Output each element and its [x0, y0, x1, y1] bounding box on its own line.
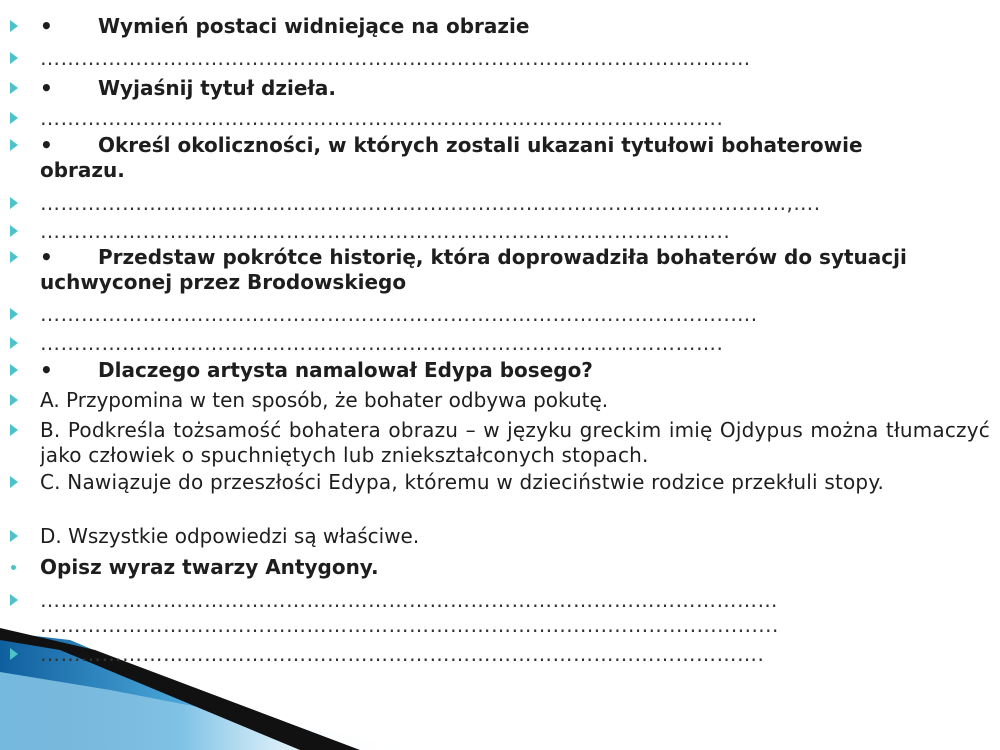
bullet-arrow-icon [10, 648, 18, 660]
question-text [40, 358, 990, 383]
question-text [40, 133, 990, 158]
question-text-continued: obrazu. [40, 158, 125, 182]
bullet-dot-icon [11, 565, 16, 570]
question-label: Przedstaw pokrótce historię, która doprowadziła bohaterów do sytuacji [98, 245, 907, 269]
bullet-arrow-icon [10, 308, 18, 320]
bullet-arrow-icon [10, 251, 18, 263]
bullet-arrow-icon [10, 82, 18, 94]
bullet-arrow-icon [10, 424, 18, 436]
bullet-arrow-icon [10, 139, 18, 151]
bullet-arrow-icon [10, 594, 18, 606]
question-text [40, 76, 990, 101]
bullet-arrow-icon [10, 112, 18, 124]
bullet-arrow-icon [10, 476, 18, 488]
question-text [40, 245, 990, 270]
answer-option-c[interactable]: C. Nawiązuje do przeszłości Edypa, któremu w dzieciństwie rodzice przekłuli stopy. [40, 470, 885, 494]
list-dot-marker: • [40, 14, 53, 38]
bullet-arrow-icon [10, 20, 18, 32]
bullet-arrow-icon [10, 530, 18, 542]
task-heading: Opisz wyraz twarzy Antygony. [40, 555, 379, 579]
list-dot-marker: • [40, 76, 53, 100]
answer-line[interactable]: ……………………………………………………………………………………………… [40, 588, 778, 612]
bullet-arrow-icon [10, 52, 18, 64]
question-label: Wymień postaci widniejące na obrazie [98, 14, 530, 38]
question-label: Określ okoliczności, w których zostali ukazani tytułowi bohaterowie [98, 133, 863, 157]
answer-line[interactable]: ………………………………………………………………………………………. [40, 106, 724, 130]
answer-option-d[interactable]: D. Wszystkie odpowiedzi są właściwe. [40, 524, 420, 548]
bullet-arrow-icon [10, 364, 18, 376]
answer-option-b[interactable]: B. Podkreśla tożsamość bohatera obrazu – w języku greckim imię Ojdypus można tłumaczyć jako człowiek o spuchniętych lub zniekształconych stopach. [40, 418, 990, 467]
answer-line[interactable]: ……………………………………………………………………………………………. [40, 642, 765, 666]
bullet-arrow-icon [10, 225, 18, 237]
question-text-continued: uchwyconej przez Brodowskiego [40, 270, 407, 294]
answer-line[interactable]: ……………………………………...................................................................,…. [40, 191, 821, 215]
answer-line[interactable]: ……………………………………………………………………………………..…… [40, 46, 751, 70]
question-label: Dlaczego artysta namalował Edypa bosego? [98, 358, 593, 382]
question-label: Wyjaśnij tytuł dzieła. [98, 76, 336, 100]
answer-line[interactable]: ……………………………………………………………………………………….. [40, 219, 731, 243]
list-dot-marker: • [40, 133, 53, 157]
bullet-arrow-icon [10, 337, 18, 349]
list-dot-marker: • [40, 358, 53, 382]
bullet-arrow-icon [10, 197, 18, 209]
list-dot-marker: • [40, 245, 53, 269]
answer-option-a[interactable]: A. Przypomina w ten sposób, że bohater odbywa pokutę. [40, 388, 609, 412]
answer-line[interactable]: ………………………………………………………………………………………..…. [40, 302, 758, 326]
question-text [40, 14, 990, 39]
answer-line-continued[interactable]: ……………………………………………………………….................................... [40, 613, 779, 637]
bullet-arrow-icon [10, 394, 18, 406]
answer-line[interactable]: ………………………………………………………………………………………. [40, 331, 724, 355]
